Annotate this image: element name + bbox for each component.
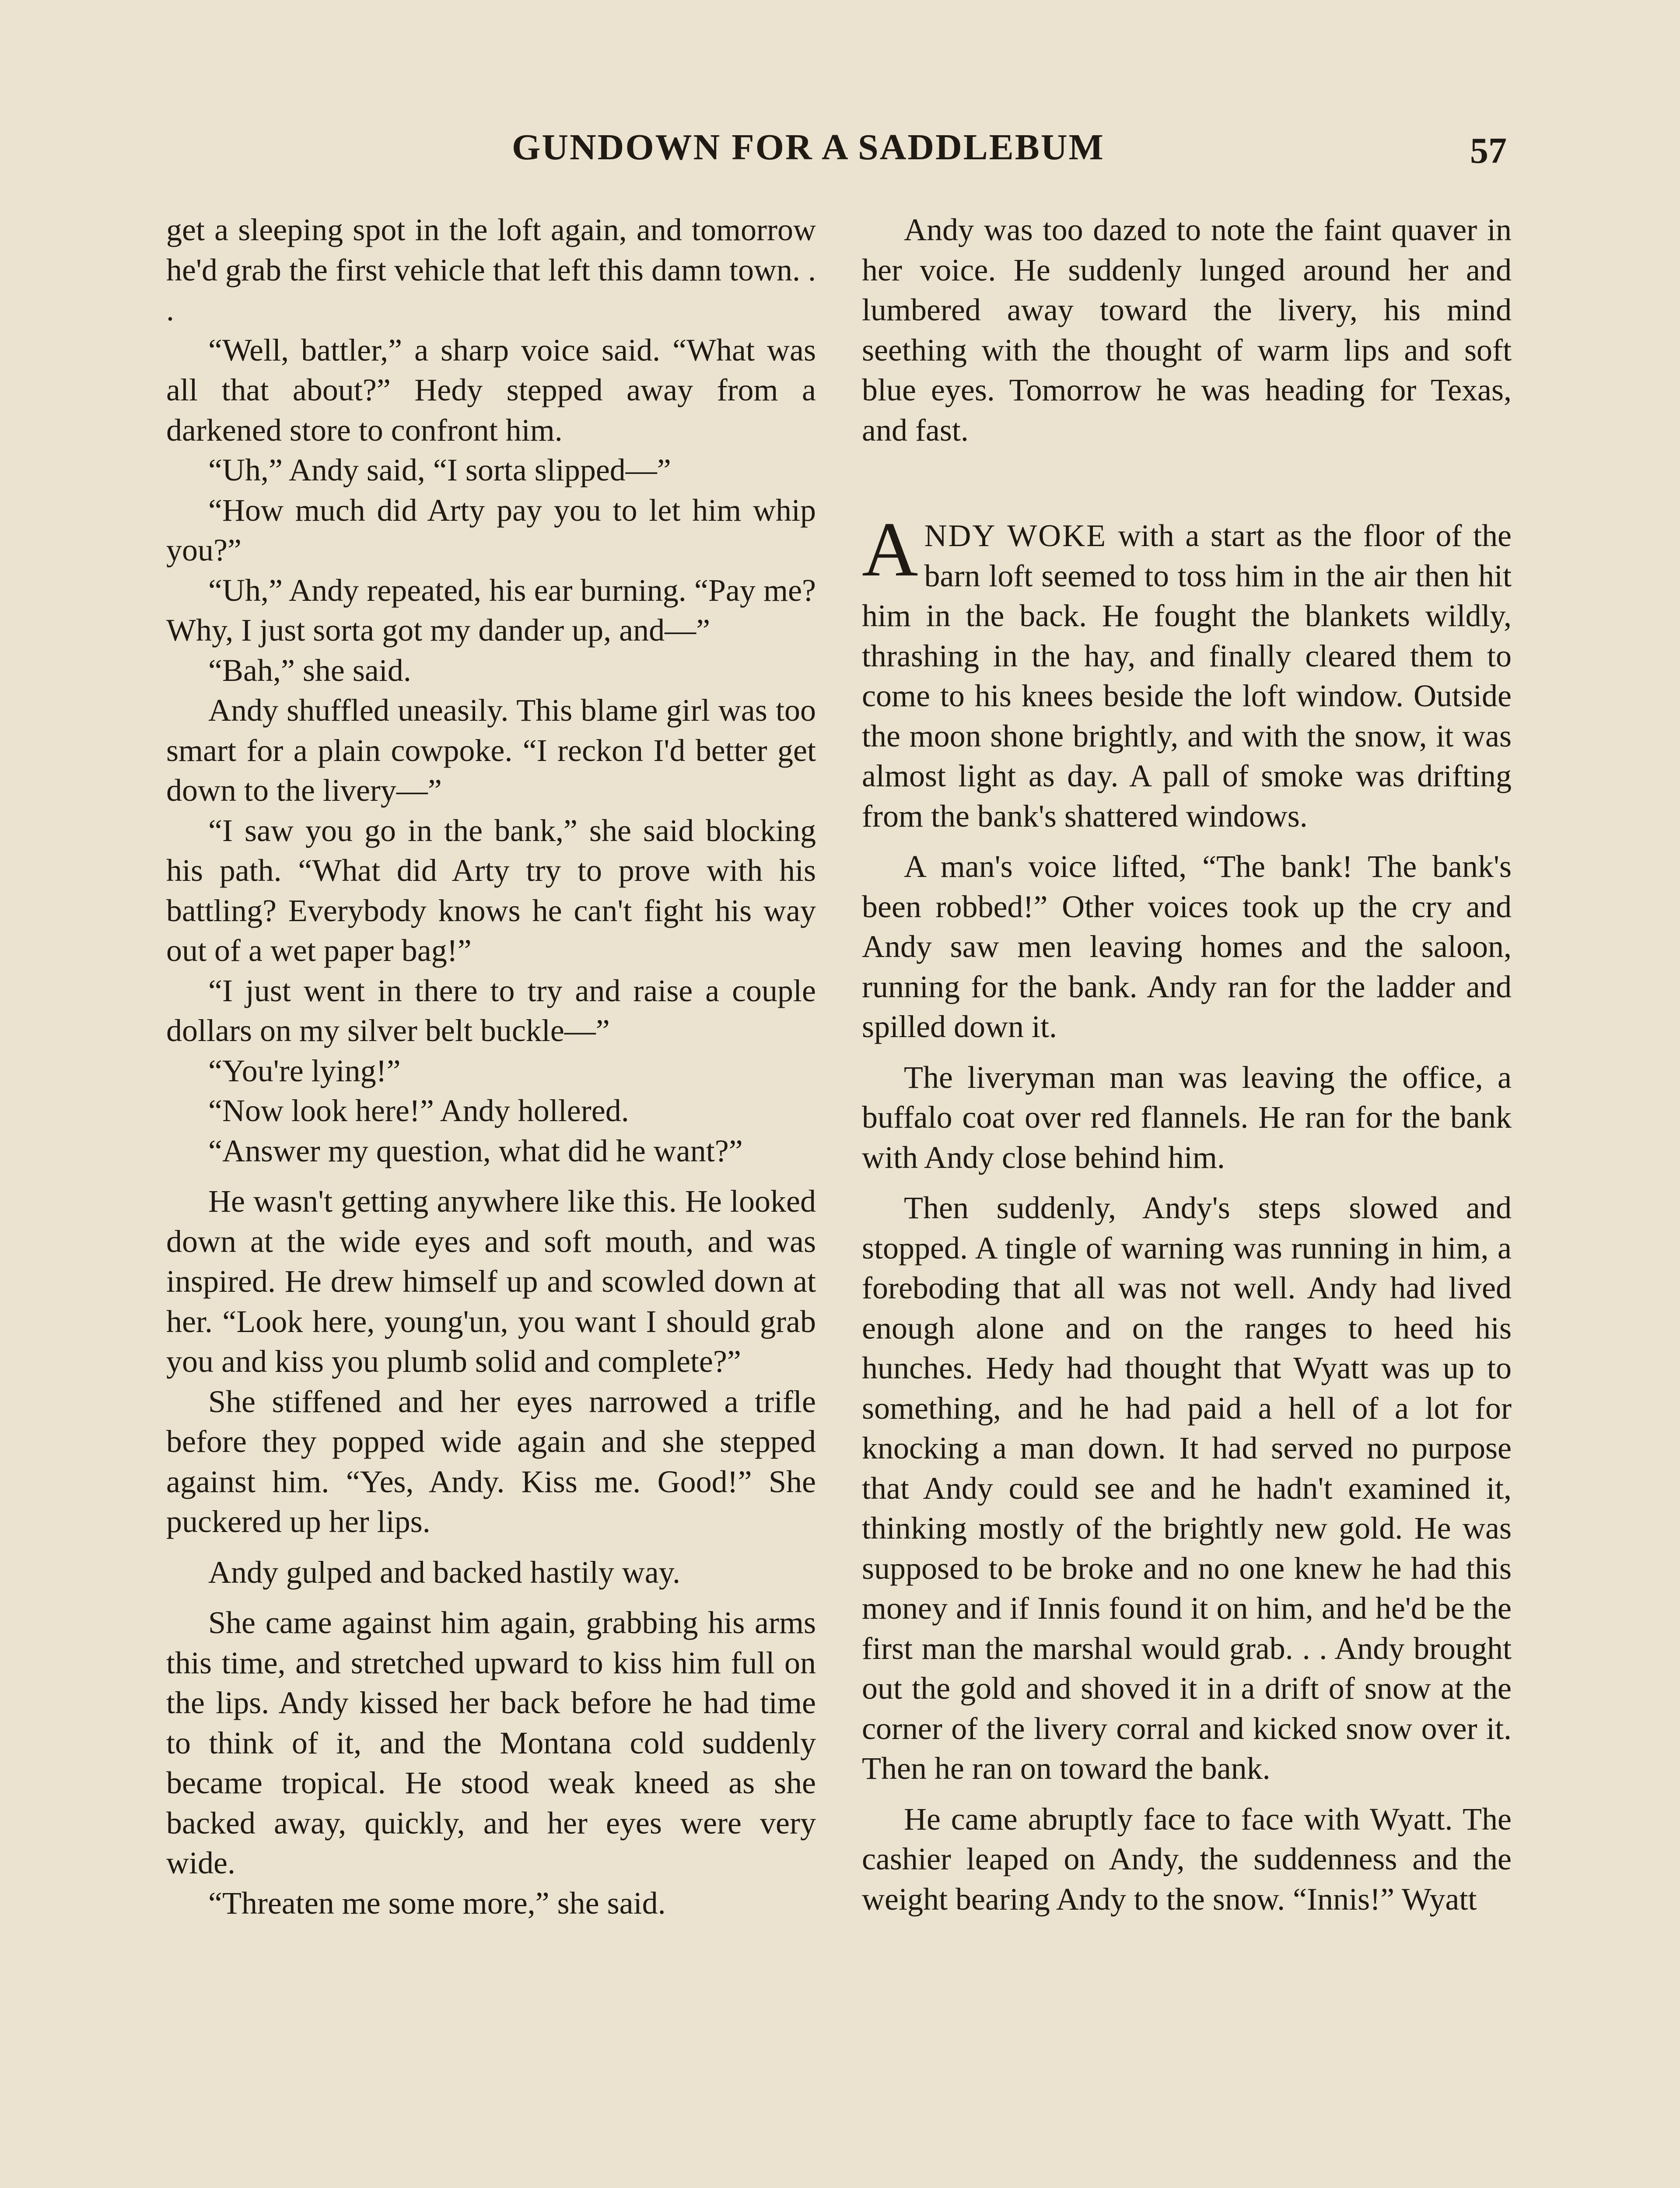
paragraph: “I just went in there to try and raise a couple dollars on my silver belt buckle—” bbox=[166, 973, 816, 1048]
small-caps-lead: NDY WOKE bbox=[924, 518, 1107, 553]
paragraph: She came against him again, grabbing his arms this time, and stretched upward to kiss him full on the lips. Andy kissed her back before he had time to think of it, and the Montana cold suddenly became tropical. He stood weak kneed as she backed away, quickly, and her eyes were very wide. bbox=[166, 1605, 816, 1880]
paragraph: “Uh,” Andy said, “I sorta slipped—” bbox=[208, 452, 671, 487]
paragraph: “Now look here!” Andy hollered. bbox=[208, 1093, 629, 1128]
paragraph: Andy shuffled uneasily. This blame girl was too smart for a plain cowpoke. “I reckon I'd better get down to the livery—” bbox=[166, 693, 816, 808]
paragraph: “Answer my question, what did he want?” bbox=[208, 1133, 743, 1168]
drop-cap: A bbox=[862, 506, 918, 593]
right-column bbox=[862, 210, 1512, 1919]
paragraph: Andy gulped and backed hastily way. bbox=[208, 1554, 681, 1590]
paragraph: “I saw you go in the bank,” she said blocking his path. “What did Arty try to prove with his battling? Everybody knows he can't fight his way out of a wet paper bag!” bbox=[166, 813, 816, 968]
paragraph: Then suddenly, Andy's steps slowed and stopped. A tingle of warning was running in him, a foreboding that all was not well. Andy had lived enough alone and on the ranges to heed his hunches. Hedy had thought that Wyatt was up to something, and he had paid a hell of a lot for knocking a man down. It had served no purpose that Andy could see and he hadn't examined it, thinking mostly of the brightly new gold. He was supposed to be broke and no one knew he had this money and if Innis found it on him, and he'd be the first man the marshal would grab. . . Andy brought out the gold and shoved it in a drift of snow at the corner of the livery corral and kicked snow over it. Then he ran on toward the bank. bbox=[862, 1190, 1512, 1786]
paragraph: “You're lying!” bbox=[208, 1053, 401, 1088]
paragraph: “Well, battler,” a sharp voice said. “What was all that about?” Hedy stepped away from a darkened store to confront him. bbox=[166, 332, 816, 448]
paragraph-text: with a start as the floor of the barn loft seemed to toss him in the air then hit him in the back. He fought the blankets wildly, thrashing in the hay, and finally cleared them to come to his knees beside the loft window. Outside the moon shone brightly, and with the snow, it was almost light as day. A pall of smoke was drifting from the bank's shattered windows. bbox=[862, 518, 1512, 834]
paragraph: The liveryman man was leaving the office, a buffalo coat over red flannels. He ran for the bank with Andy close behind him. bbox=[862, 1059, 1512, 1175]
left-column bbox=[166, 210, 816, 1923]
paragraph: He came abruptly face to face with Wyatt. The cashier leaped on Andy, the suddenness and the weight bearing Andy to the snow. “Innis!” Wyatt bbox=[862, 1801, 1512, 1917]
paragraph: “Uh,” Andy repeated, his ear burning. “Pay me? Why, I just sorta got my dander up, and—” bbox=[166, 572, 816, 648]
paragraph: A man's voice lifted, “The bank! The bank's been robbed!” Other voices took up the cry and Andy saw men leaving homes and the saloon, running for the bank. Andy ran for the ladder and spilled down it. bbox=[862, 849, 1512, 1044]
paragraph: get a sleeping spot in the loft again, and tomorrow he'd grab the first vehicle that left this damn town. . . bbox=[166, 212, 816, 327]
paragraph: “Threaten me some more,” she said. bbox=[208, 1885, 666, 1921]
paragraph: He wasn't getting anywhere like this. He looked down at the wide eyes and soft mouth, and was inspired. He drew himself up and scowled down at her. “Look here, young'un, you want I should grab you and kiss you plumb solid and complete?” bbox=[166, 1184, 816, 1379]
paragraph: “Bah,” she said. bbox=[208, 652, 411, 688]
paragraph: “How much did Arty pay you to let him whip you?” bbox=[166, 492, 816, 568]
running-title: GUNDOWN FOR A SADDLEBUM bbox=[512, 127, 1105, 168]
section-opening-paragraph bbox=[862, 506, 1512, 836]
paragraph: She stiffened and her eyes narrowed a trifle before they popped wide again and she stepped against him. “Yes, Andy. Kiss me. Good!” She puckered up her lips. bbox=[166, 1384, 816, 1539]
page-number: 57 bbox=[1470, 130, 1507, 171]
paragraph: Andy was too dazed to note the faint quaver in her voice. He suddenly lunged around her and lumbered away toward the livery, his mind seething with the thought of warm lips and soft blue eyes. Tomorrow he was heading for Texas, and fast. bbox=[862, 212, 1512, 448]
